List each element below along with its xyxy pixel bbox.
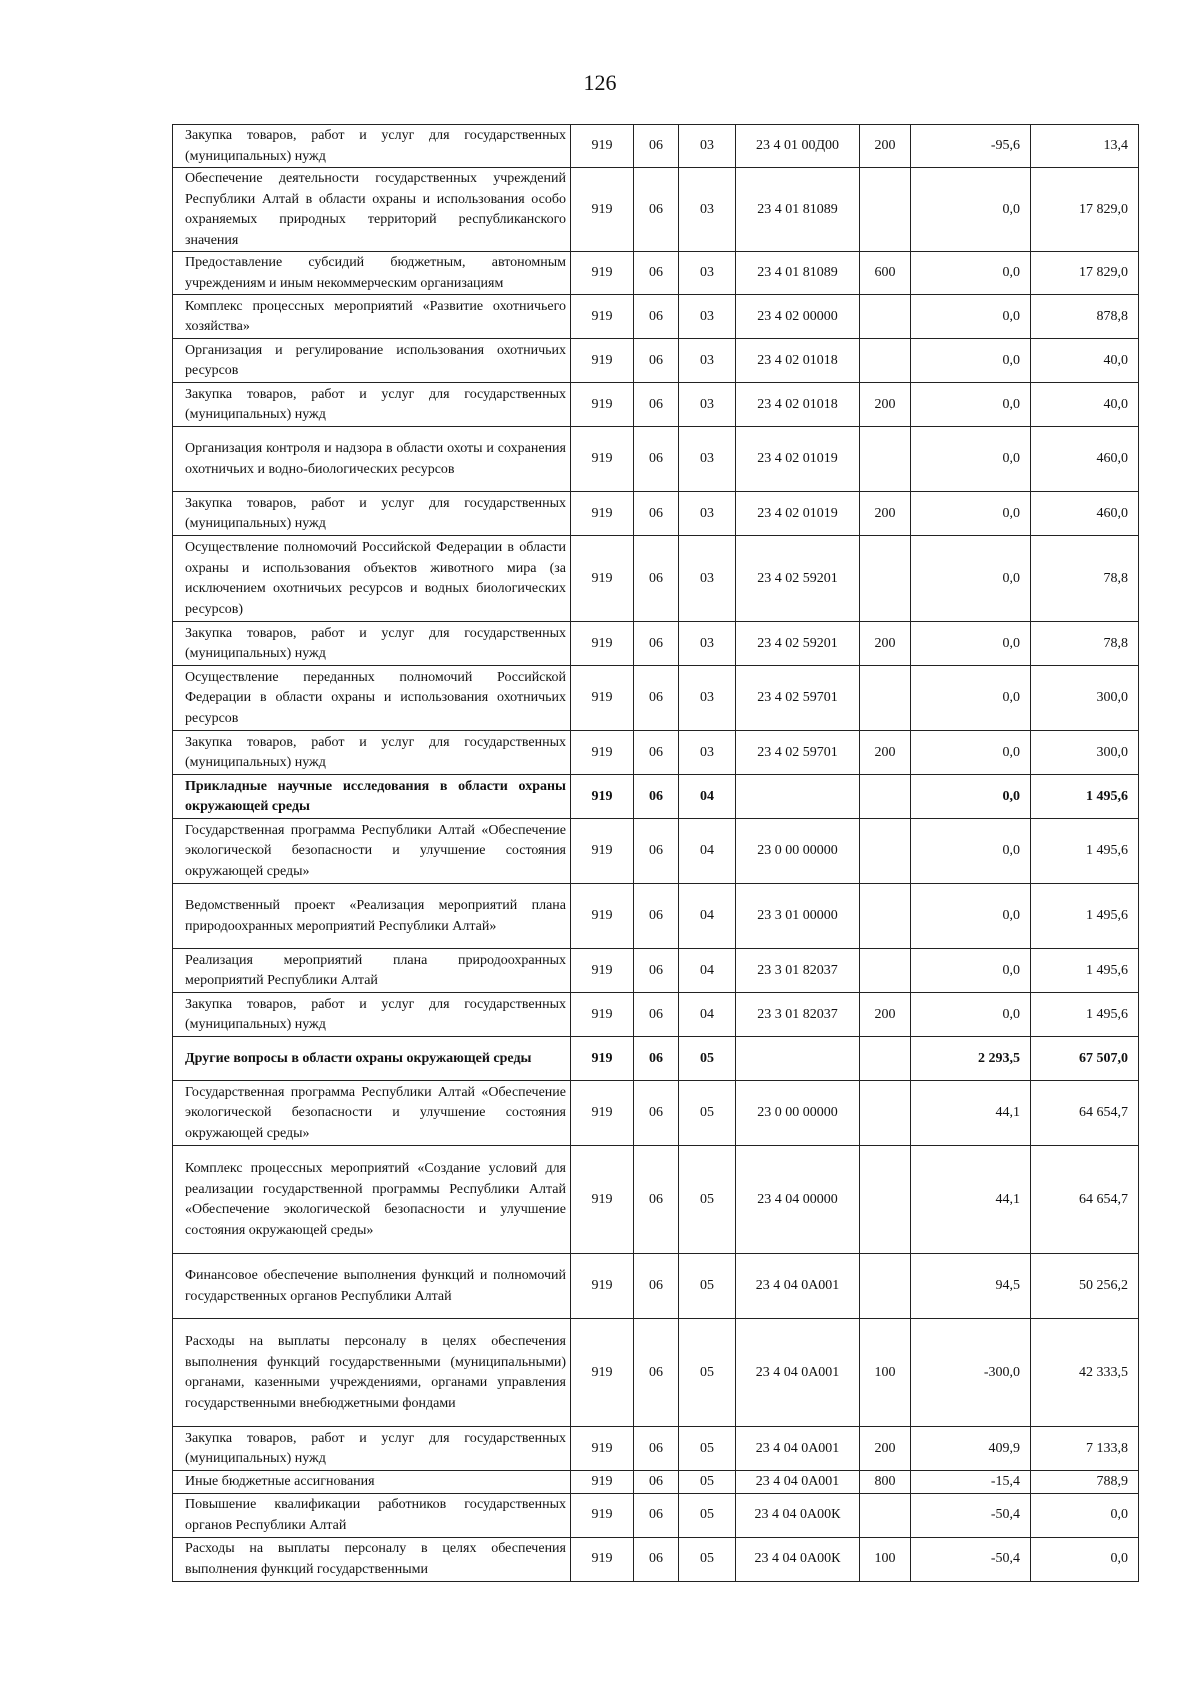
grbs-code-cell: 919	[571, 339, 634, 383]
change-amount-cell: 0,0	[911, 295, 1031, 339]
table-row	[173, 383, 1139, 427]
target-article-cell: 23 4 04 0А001	[736, 1254, 860, 1319]
expense-name-cell: Государственная программа Республики Алтай «Обеспечение экологической безопасности и улучшение состояния окружающей среды»	[173, 819, 571, 884]
section-code-cell: 06	[634, 1081, 679, 1146]
total-amount-cell: 788,9	[1031, 1471, 1139, 1494]
change-amount-cell: 0,0	[911, 622, 1031, 666]
subsection-code-cell: 03	[679, 383, 736, 427]
subsection-code-cell: 03	[679, 168, 736, 252]
subsection-code-cell: 05	[679, 1081, 736, 1146]
expense-type-cell	[860, 949, 911, 993]
subsection-code-cell: 04	[679, 819, 736, 884]
expense-type-cell	[860, 775, 911, 819]
section-code-cell: 06	[634, 1537, 679, 1581]
subsection-code-cell: 03	[679, 125, 736, 168]
expense-type-cell: 600	[860, 252, 911, 295]
total-amount-cell: 64 654,7	[1031, 1146, 1139, 1254]
total-amount-cell: 0,0	[1031, 1537, 1139, 1581]
expense-type-cell	[860, 295, 911, 339]
table-row	[173, 1493, 1139, 1537]
grbs-code-cell: 919	[571, 252, 634, 295]
table-row	[173, 536, 1139, 622]
change-amount-cell: 0,0	[911, 427, 1031, 492]
expense-name-cell: Предоставление субсидий бюджетным, автономным учреждениям и иным некоммерческим организациям	[173, 252, 571, 295]
table-row	[173, 666, 1139, 731]
subsection-code-cell: 03	[679, 731, 736, 775]
section-code-cell: 06	[634, 1319, 679, 1427]
section-code-cell: 06	[634, 339, 679, 383]
grbs-code-cell: 919	[571, 1537, 634, 1581]
grbs-code-cell: 919	[571, 1146, 634, 1254]
section-code-cell: 06	[634, 427, 679, 492]
subsection-code-cell: 03	[679, 536, 736, 622]
subsection-code-cell: 03	[679, 427, 736, 492]
target-article-cell: 23 4 01 81089	[736, 168, 860, 252]
section-code-cell: 06	[634, 383, 679, 427]
total-amount-cell: 64 654,7	[1031, 1081, 1139, 1146]
subsection-code-cell: 05	[679, 1146, 736, 1254]
target-article-cell	[736, 1037, 860, 1081]
grbs-code-cell: 919	[571, 731, 634, 775]
target-article-cell: 23 4 04 00000	[736, 1146, 860, 1254]
section-code-cell: 06	[634, 775, 679, 819]
expense-name-cell: Закупка товаров, работ и услуг для государственных (муниципальных) нужд	[173, 492, 571, 536]
expense-type-cell	[860, 168, 911, 252]
expense-name-cell: Ведомственный проект «Реализация мероприятий плана природоохранных мероприятий Республики Алтай»	[173, 884, 571, 949]
target-article-cell: 23 4 02 59701	[736, 731, 860, 775]
expense-name-cell: Финансовое обеспечение выполнения функций и полномочий государственных органов Республики Алтай	[173, 1254, 571, 1319]
expense-name-cell: Закупка товаров, работ и услуг для государственных (муниципальных) нужд	[173, 1427, 571, 1471]
expense-type-cell: 200	[860, 622, 911, 666]
section-code-cell: 06	[634, 949, 679, 993]
target-article-cell: 23 4 04 0А00К	[736, 1537, 860, 1581]
page-number: 126	[583, 70, 617, 95]
expense-type-cell: 100	[860, 1319, 911, 1427]
subsection-code-cell: 03	[679, 252, 736, 295]
budget-table	[172, 124, 1139, 1582]
table-row	[173, 884, 1139, 949]
total-amount-cell: 17 829,0	[1031, 252, 1139, 295]
expense-type-cell	[860, 819, 911, 884]
grbs-code-cell: 919	[571, 168, 634, 252]
expense-type-cell	[860, 884, 911, 949]
expense-name-cell: Закупка товаров, работ и услуг для государственных (муниципальных) нужд	[173, 993, 571, 1037]
section-code-cell: 06	[634, 819, 679, 884]
section-code-cell: 06	[634, 1037, 679, 1081]
expense-name-cell: Повышение квалификации работников государственных органов Республики Алтай	[173, 1493, 571, 1537]
expense-name-cell: Реализация мероприятий плана природоохранных мероприятий Республики Алтай	[173, 949, 571, 993]
section-code-cell: 06	[634, 731, 679, 775]
change-amount-cell: -15,4	[911, 1471, 1031, 1494]
change-amount-cell: 0,0	[911, 252, 1031, 295]
total-amount-cell: 460,0	[1031, 492, 1139, 536]
change-amount-cell: -50,4	[911, 1537, 1031, 1581]
target-article-cell: 23 0 00 00000	[736, 819, 860, 884]
grbs-code-cell: 919	[571, 295, 634, 339]
section-code-cell: 06	[634, 622, 679, 666]
target-article-cell: 23 4 02 59201	[736, 622, 860, 666]
grbs-code-cell: 919	[571, 949, 634, 993]
target-article-cell: 23 0 00 00000	[736, 1081, 860, 1146]
section-code-cell: 06	[634, 168, 679, 252]
grbs-code-cell: 919	[571, 536, 634, 622]
table-row	[173, 731, 1139, 775]
subsection-code-cell: 03	[679, 492, 736, 536]
total-amount-cell: 460,0	[1031, 427, 1139, 492]
subsection-code-cell: 04	[679, 993, 736, 1037]
section-code-cell: 06	[634, 1254, 679, 1319]
expense-name-cell: Обеспечение деятельности государственных учреждений Республики Алтай в области охраны и использования особо охраняемых природных территорий республиканского значения	[173, 168, 571, 252]
subsection-code-cell: 04	[679, 884, 736, 949]
grbs-code-cell: 919	[571, 1254, 634, 1319]
change-amount-cell: 0,0	[911, 775, 1031, 819]
grbs-code-cell: 919	[571, 427, 634, 492]
expense-type-cell: 200	[860, 1427, 911, 1471]
table-row	[173, 622, 1139, 666]
subsection-code-cell: 05	[679, 1427, 736, 1471]
total-amount-cell: 1 495,6	[1031, 884, 1139, 949]
grbs-code-cell: 919	[571, 1493, 634, 1537]
target-article-cell: 23 4 02 01019	[736, 427, 860, 492]
expense-type-cell	[860, 427, 911, 492]
subsection-code-cell: 03	[679, 295, 736, 339]
change-amount-cell: 409,9	[911, 1427, 1031, 1471]
expense-type-cell: 100	[860, 1537, 911, 1581]
grbs-code-cell: 919	[571, 622, 634, 666]
grbs-code-cell: 919	[571, 993, 634, 1037]
total-amount-cell: 13,4	[1031, 125, 1139, 168]
table-row	[173, 1037, 1139, 1081]
change-amount-cell: 0,0	[911, 884, 1031, 949]
table-row	[173, 427, 1139, 492]
grbs-code-cell: 919	[571, 1319, 634, 1427]
expense-name-cell: Комплекс процессных мероприятий «Создание условий для реализации государственной программы Республики Алтай «Обеспечение экологической безопасности и улучшение состояния окружающей среды»	[173, 1146, 571, 1254]
target-article-cell: 23 4 02 01018	[736, 383, 860, 427]
table-row	[173, 1471, 1139, 1494]
expense-type-cell	[860, 1037, 911, 1081]
change-amount-cell: -95,6	[911, 125, 1031, 168]
target-article-cell	[736, 775, 860, 819]
expense-type-cell: 200	[860, 383, 911, 427]
expense-name-cell: Закупка товаров, работ и услуг для государственных (муниципальных) нужд	[173, 622, 571, 666]
table-row	[173, 168, 1139, 252]
table-row	[173, 295, 1139, 339]
change-amount-cell: 0,0	[911, 819, 1031, 884]
section-code-cell: 06	[634, 1471, 679, 1494]
total-amount-cell: 50 256,2	[1031, 1254, 1139, 1319]
change-amount-cell: 0,0	[911, 949, 1031, 993]
subsection-code-cell: 03	[679, 666, 736, 731]
target-article-cell: 23 4 02 01018	[736, 339, 860, 383]
total-amount-cell: 78,8	[1031, 536, 1139, 622]
target-article-cell: 23 4 01 81089	[736, 252, 860, 295]
expense-name-cell: Осуществление переданных полномочий Российской Федерации в области охраны и использования охотничьих ресурсов	[173, 666, 571, 731]
expense-name-cell: Расходы на выплаты персоналу в целях обеспечения выполнения функций государственными	[173, 1537, 571, 1581]
subsection-code-cell: 05	[679, 1471, 736, 1494]
table-row	[173, 252, 1139, 295]
grbs-code-cell: 919	[571, 819, 634, 884]
expense-type-cell	[860, 1493, 911, 1537]
expense-type-cell: 200	[860, 125, 911, 168]
total-amount-cell: 300,0	[1031, 731, 1139, 775]
grbs-code-cell: 919	[571, 666, 634, 731]
expense-type-cell: 800	[860, 1471, 911, 1494]
grbs-code-cell: 919	[571, 125, 634, 168]
expense-name-cell: Другие вопросы в области охраны окружающей среды	[173, 1037, 571, 1081]
subsection-code-cell: 05	[679, 1493, 736, 1537]
change-amount-cell: 0,0	[911, 731, 1031, 775]
expense-name-cell: Комплекс процессных мероприятий «Развитие охотничьего хозяйства»	[173, 295, 571, 339]
table-row	[173, 125, 1139, 168]
section-code-cell: 06	[634, 1146, 679, 1254]
subsection-code-cell: 04	[679, 949, 736, 993]
total-amount-cell: 42 333,5	[1031, 1319, 1139, 1427]
section-code-cell: 06	[634, 666, 679, 731]
target-article-cell: 23 3 01 82037	[736, 993, 860, 1037]
subsection-code-cell: 03	[679, 622, 736, 666]
target-article-cell: 23 4 02 59201	[736, 536, 860, 622]
change-amount-cell: 44,1	[911, 1081, 1031, 1146]
section-code-cell: 06	[634, 295, 679, 339]
total-amount-cell: 17 829,0	[1031, 168, 1139, 252]
expense-type-cell: 200	[860, 492, 911, 536]
expense-type-cell	[860, 536, 911, 622]
section-code-cell: 06	[634, 125, 679, 168]
total-amount-cell: 40,0	[1031, 383, 1139, 427]
table-row	[173, 1537, 1139, 1581]
target-article-cell: 23 3 01 82037	[736, 949, 860, 993]
grbs-code-cell: 919	[571, 884, 634, 949]
section-code-cell: 06	[634, 884, 679, 949]
table-row	[173, 819, 1139, 884]
subsection-code-cell: 05	[679, 1254, 736, 1319]
expense-name-cell: Закупка товаров, работ и услуг для государственных (муниципальных) нужд	[173, 125, 571, 168]
grbs-code-cell: 919	[571, 775, 634, 819]
target-article-cell: 23 4 04 0А001	[736, 1319, 860, 1427]
expense-type-cell	[860, 339, 911, 383]
change-amount-cell: 0,0	[911, 666, 1031, 731]
grbs-code-cell: 919	[571, 383, 634, 427]
total-amount-cell: 878,8	[1031, 295, 1139, 339]
total-amount-cell: 1 495,6	[1031, 775, 1139, 819]
change-amount-cell: 0,0	[911, 383, 1031, 427]
total-amount-cell: 300,0	[1031, 666, 1139, 731]
total-amount-cell: 0,0	[1031, 1493, 1139, 1537]
table-row	[173, 339, 1139, 383]
target-article-cell: 23 4 02 00000	[736, 295, 860, 339]
expense-name-cell: Организация и регулирование использования охотничьих ресурсов	[173, 339, 571, 383]
change-amount-cell: 0,0	[911, 492, 1031, 536]
expense-name-cell: Прикладные научные исследования в области охраны окружающей среды	[173, 775, 571, 819]
grbs-code-cell: 919	[571, 492, 634, 536]
change-amount-cell: -50,4	[911, 1493, 1031, 1537]
grbs-code-cell: 919	[571, 1037, 634, 1081]
table-row	[173, 492, 1139, 536]
subsection-code-cell: 04	[679, 775, 736, 819]
table-row	[173, 1319, 1139, 1427]
grbs-code-cell: 919	[571, 1427, 634, 1471]
target-article-cell: 23 4 02 59701	[736, 666, 860, 731]
table-row	[173, 993, 1139, 1037]
expense-name-cell: Организация контроля и надзора в области охоты и сохранения охотничьих и водно-биологических ресурсов	[173, 427, 571, 492]
change-amount-cell: 0,0	[911, 339, 1031, 383]
expense-type-cell	[860, 1254, 911, 1319]
subsection-code-cell: 03	[679, 339, 736, 383]
subsection-code-cell: 05	[679, 1319, 736, 1427]
expense-type-cell	[860, 1146, 911, 1254]
section-code-cell: 06	[634, 492, 679, 536]
table-row	[173, 1254, 1139, 1319]
table-row	[173, 1146, 1139, 1254]
total-amount-cell: 40,0	[1031, 339, 1139, 383]
subsection-code-cell: 05	[679, 1537, 736, 1581]
table-row	[173, 775, 1139, 819]
expense-name-cell: Расходы на выплаты персоналу в целях обеспечения выполнения функций государственными (муниципальными) органами, казенными учреждениями, органами управления государственными внебюджетными фондами	[173, 1319, 571, 1427]
total-amount-cell: 1 495,6	[1031, 993, 1139, 1037]
target-article-cell: 23 4 04 0А00К	[736, 1493, 860, 1537]
expense-name-cell: Закупка товаров, работ и услуг для государственных (муниципальных) нужд	[173, 731, 571, 775]
expense-name-cell: Иные бюджетные ассигнования	[173, 1471, 571, 1494]
change-amount-cell: 94,5	[911, 1254, 1031, 1319]
total-amount-cell: 78,8	[1031, 622, 1139, 666]
change-amount-cell: 2 293,5	[911, 1037, 1031, 1081]
table-row	[173, 1427, 1139, 1471]
target-article-cell: 23 4 01 00Д00	[736, 125, 860, 168]
expense-name-cell: Закупка товаров, работ и услуг для государственных (муниципальных) нужд	[173, 383, 571, 427]
grbs-code-cell: 919	[571, 1471, 634, 1494]
expense-name-cell: Государственная программа Республики Алтай «Обеспечение экологической безопасности и улучшение состояния окружающей среды»	[173, 1081, 571, 1146]
table-row	[173, 949, 1139, 993]
change-amount-cell: 0,0	[911, 536, 1031, 622]
subsection-code-cell: 05	[679, 1037, 736, 1081]
expense-type-cell: 200	[860, 731, 911, 775]
table-body	[173, 125, 1139, 1582]
change-amount-cell: 0,0	[911, 993, 1031, 1037]
total-amount-cell: 67 507,0	[1031, 1037, 1139, 1081]
total-amount-cell: 7 133,8	[1031, 1427, 1139, 1471]
change-amount-cell: -300,0	[911, 1319, 1031, 1427]
target-article-cell: 23 4 04 0А001	[736, 1471, 860, 1494]
target-article-cell: 23 4 02 01019	[736, 492, 860, 536]
section-code-cell: 06	[634, 1427, 679, 1471]
expense-type-cell: 200	[860, 993, 911, 1037]
change-amount-cell: 44,1	[911, 1146, 1031, 1254]
change-amount-cell: 0,0	[911, 168, 1031, 252]
section-code-cell: 06	[634, 536, 679, 622]
table-row	[173, 1081, 1139, 1146]
expense-type-cell	[860, 1081, 911, 1146]
target-article-cell: 23 3 01 00000	[736, 884, 860, 949]
grbs-code-cell: 919	[571, 1081, 634, 1146]
section-code-cell: 06	[634, 993, 679, 1037]
expense-name-cell: Осуществление полномочий Российской Федерации в области охраны и использования объектов животного мира (за исключением охотничьих ресурсов и водных биологических ресурсов)	[173, 536, 571, 622]
section-code-cell: 06	[634, 252, 679, 295]
expense-type-cell	[860, 666, 911, 731]
section-code-cell: 06	[634, 1493, 679, 1537]
total-amount-cell: 1 495,6	[1031, 819, 1139, 884]
target-article-cell: 23 4 04 0А001	[736, 1427, 860, 1471]
total-amount-cell: 1 495,6	[1031, 949, 1139, 993]
